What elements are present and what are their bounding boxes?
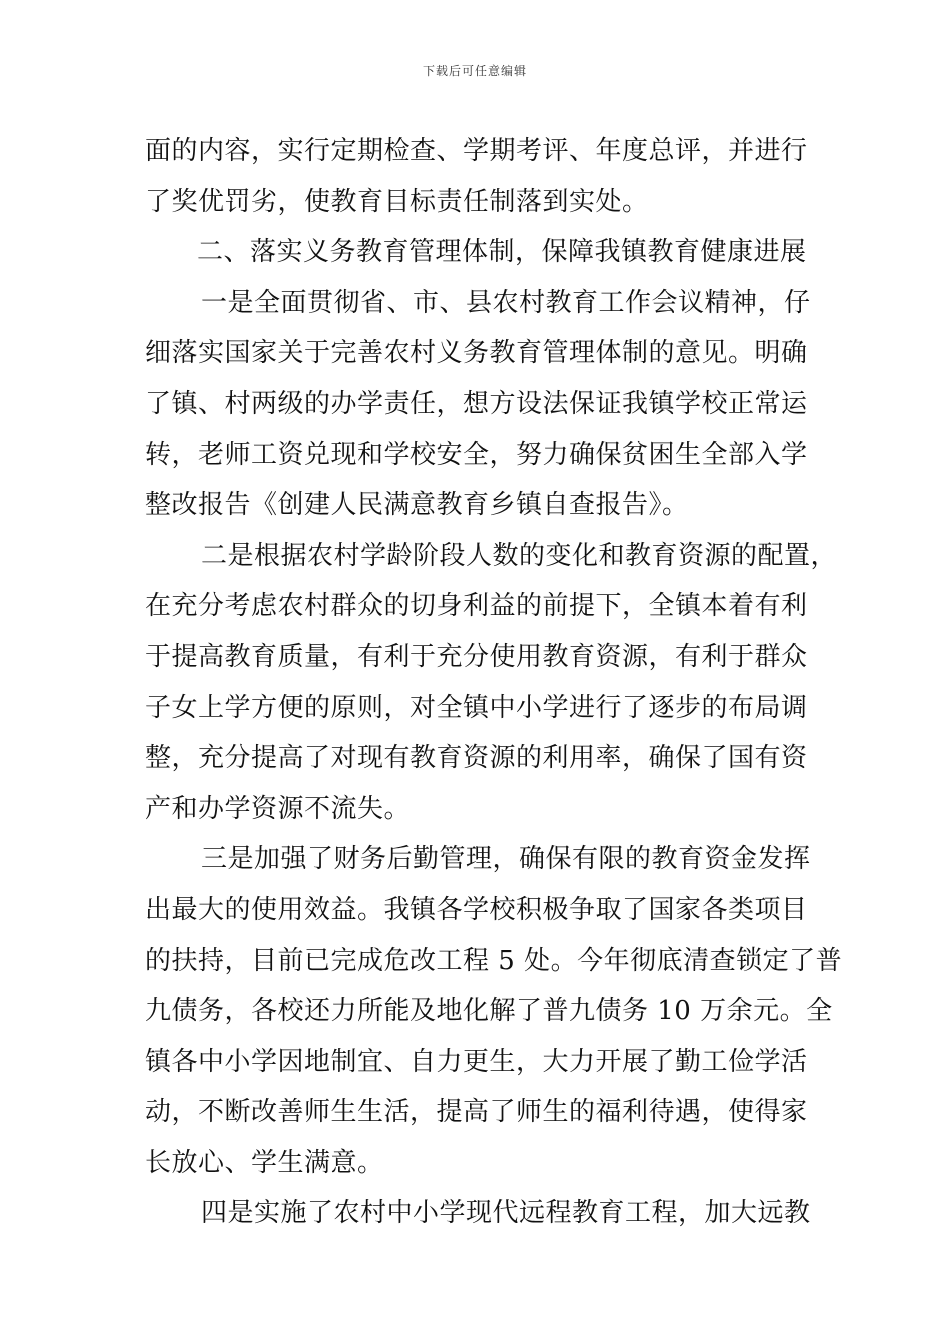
- body-line: 的扶持，目前已完成危改工程 5 处。今年彻底清查锁定了普: [145, 945, 843, 976]
- paragraph-start: 三是加强了财务后勤管理，确保有限的教育资金发挥: [201, 844, 811, 875]
- body-line: 了奖优罚劣，使教育目标责任制落到实处。: [145, 186, 649, 217]
- body-line: 整，充分提高了对现有教育资源的利用率，确保了国有资: [145, 743, 808, 774]
- paragraph-start: 四是实施了农村中小学现代远程教育工程，加大远教: [201, 1198, 811, 1229]
- body-line: 镇各中小学因地制宜、自力更生，大力开展了勤工俭学活: [145, 1046, 808, 1077]
- page-header: 下载后可任意编辑: [422, 64, 527, 78]
- body-line: 九债务，各校还力所能及地化解了普九债务 10 万余元。全: [145, 996, 833, 1027]
- paragraph-start: 一是全面贯彻省、市、县农村教育工作会议精神，仔: [201, 287, 811, 318]
- document-body: [145, 126, 843, 1239]
- section-heading: 二、落实义务教育管理体制，保障我镇教育健康进展: [197, 237, 807, 268]
- body-line: 长放心、学生满意。: [145, 1147, 384, 1178]
- body-line: 了镇、村两级的办学责任，想方设法保证我镇学校正常运: [145, 388, 808, 419]
- body-line: 于提高教育质量，有利于充分使用教育资源，有利于群众: [145, 641, 808, 672]
- paragraph-start: 二是根据农村学龄阶段人数的变化和教育资源的配置，: [201, 540, 838, 571]
- body-line: 细落实国家关于完善农村义务教育管理体制的意见。明确: [145, 338, 808, 369]
- body-line: 整改报告《创建人民满意教育乡镇自查报告》。: [145, 490, 689, 521]
- body-line: 产和办学资源不流失。: [145, 793, 411, 824]
- body-line: 在充分考虑农村群众的切身利益的前提下，全镇本着有利: [145, 591, 808, 622]
- body-line: 动，不断改善师生生活，提高了师生的福利待遇，使得家: [145, 1097, 808, 1128]
- body-line: 面的内容，实行定期检查、学期考评、年度总评，并进行: [145, 136, 808, 166]
- body-line: 转，老师工资兑现和学校安全，努力确保贫困生全部入学: [145, 439, 808, 470]
- body-line: 出最大的使用效益。我镇各学校积极争取了国家各类项目: [145, 894, 808, 925]
- body-line: 子女上学方便的原则，对全镇中小学进行了逐步的布局调: [145, 692, 808, 723]
